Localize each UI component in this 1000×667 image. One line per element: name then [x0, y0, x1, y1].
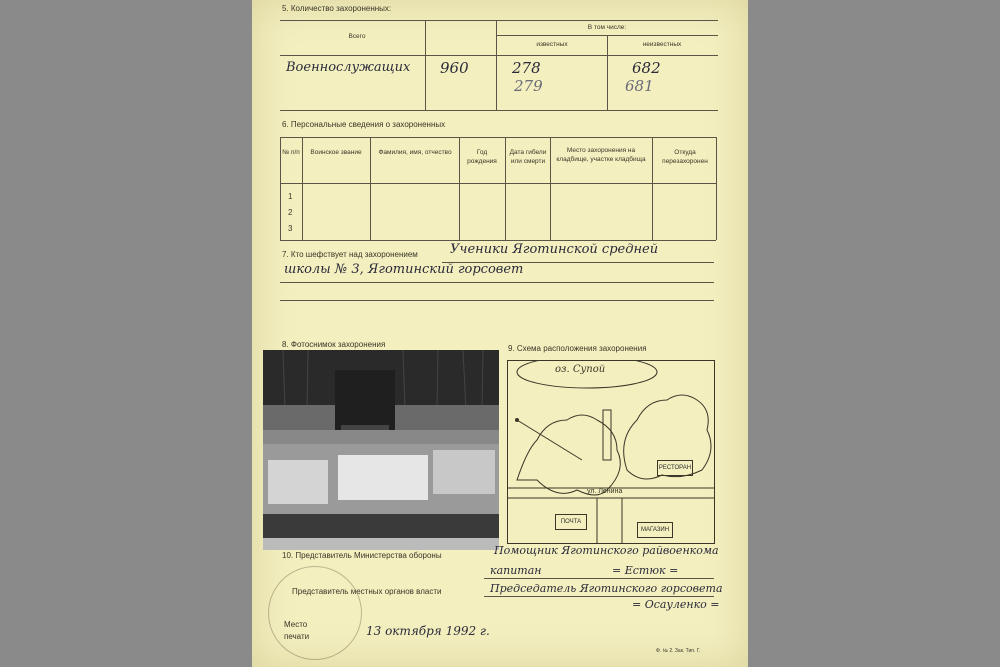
- lake-label: оз. Супой: [555, 364, 606, 375]
- local-authority-label: Представитель местных органов власти: [292, 587, 442, 596]
- unknown-correction: 681: [625, 77, 654, 95]
- local-rep-line1: Председатель Яготинского горсовета: [490, 582, 723, 595]
- col-burial-place: Место захоронения на кладбище, участке кладбища: [556, 147, 646, 163]
- restaurant-box: РЕСТОРАН: [657, 460, 693, 476]
- col-number: № п/п: [282, 149, 300, 156]
- ministry-rep-line2: капитан: [490, 564, 542, 577]
- section7-label: 7. Кто шефствует над захоронением: [282, 250, 418, 259]
- row-number: 1: [288, 192, 293, 201]
- section5-title: 5. Количество захороненных:: [282, 4, 392, 13]
- ministry-rep-name: = Естюк =: [612, 564, 679, 577]
- local-rep-name: = Осауленко =: [632, 598, 720, 611]
- header-known: известных: [536, 41, 568, 48]
- footer-print: Ф. № 2. Зак. Тип. Г.: [656, 648, 701, 654]
- section8-title: 8. Фотоснимок захоронения: [282, 340, 386, 349]
- col-death-date: Дата гибели или смерти: [509, 149, 547, 165]
- header-including: В том числе:: [587, 24, 627, 31]
- col-rank: Воинское звание: [310, 149, 362, 156]
- ministry-rep-line1: Помощник Яготинского райвоенкома: [494, 544, 719, 557]
- section10-label: 10. Представитель Министерства обороны: [282, 551, 442, 560]
- header-total: Всего: [348, 33, 366, 40]
- stamp-place-label2: печати: [284, 632, 310, 641]
- patron-line1: Ученики Яготинской средней: [450, 242, 659, 257]
- patron-line2: школы № 3, Яготинский горсовет: [284, 262, 524, 277]
- section6-title: 6. Персональные сведения о захороненных: [282, 120, 446, 129]
- col-birth-year: Год рождения: [467, 149, 497, 165]
- unknown-value: 682: [632, 59, 661, 77]
- official-stamp: [268, 566, 362, 660]
- col-reburied-from: Откуда перезахоронен: [662, 149, 708, 165]
- known-correction: 279: [514, 77, 543, 95]
- row-number: 3: [288, 224, 293, 233]
- stamp-place-label1: Место: [284, 620, 308, 629]
- street-label: ул. Ленина: [587, 488, 623, 495]
- total-value: 960: [440, 59, 469, 77]
- date-signed: 13 октября 1992 г.: [366, 624, 490, 638]
- burial-record-page: [252, 0, 748, 667]
- row-servicemen: Военнослужащих: [286, 60, 411, 75]
- post-office-box: ПОЧТА: [555, 514, 587, 530]
- location-scheme: [507, 360, 715, 544]
- row-number: 2: [288, 208, 293, 217]
- memorial-photo: [263, 350, 499, 550]
- header-unknown: неизвестных: [642, 41, 682, 48]
- section9-title: 9. Схема расположения захоронения: [508, 344, 647, 353]
- shop-box: МАГАЗИН: [637, 522, 673, 538]
- col-full-name: Фамилия, имя, отчество: [378, 149, 452, 156]
- known-value: 278: [512, 59, 541, 77]
